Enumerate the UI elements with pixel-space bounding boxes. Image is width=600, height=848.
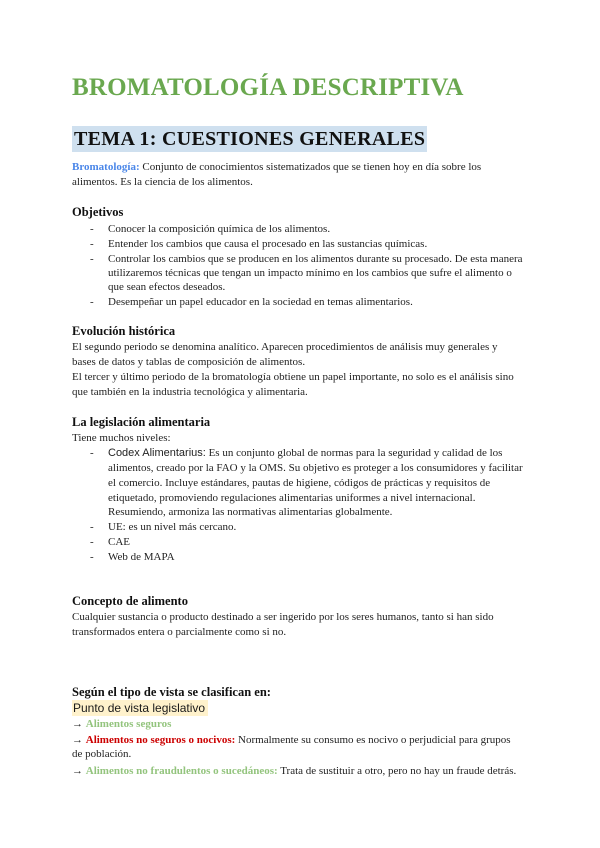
objetivo-item: Conocer la composición química de los alimentos. [108,223,331,235]
evolucion-line: El segundo periodo se denomina analítico. Aparecen procedimientos de análisis muy generales y [72,341,498,353]
definition-term: Bromatología: [72,161,140,173]
codex-line: el comercio. Incluye estándares, pautas de higiene, códigos de prácticas y requisitos de [108,477,491,489]
legislacion-item: Web de MAPA [108,551,175,563]
bullet-dash: - [90,253,94,265]
legislacion-heading: La legislación alimentaria [72,415,211,429]
arrow-icon: → [72,765,86,777]
objetivos-heading: Objetivos [72,205,124,219]
alimentos-no-seguros-label: Alimentos no seguros o nocivos: [85,734,236,746]
clasificacion-heading: Según el tipo de vista se clasifican en: [72,685,271,699]
codex-text: Es un conjunto global de normas para la seguridad y calidad de los [205,447,503,459]
bullet-dash: - [90,223,94,235]
codex-line: etiquetado, promoviendo regulaciones alimentarias uniformes a nivel internacional. [108,492,476,504]
codex-line [108,446,502,461]
bullet-dash: - [90,521,94,533]
concepto-line: Cualquier sustancia o producto destinado a ser ingerido por los seres humanos, tanto si han sido [72,611,494,623]
bullet-dash: - [90,551,94,563]
arrow-icon: → [72,734,86,746]
alimentos-no-fraudulentos-label: Alimentos no fraudulentos o sucedáneos: [85,765,278,777]
evolucion-line: El tercer y último periodo de la bromatología obtiene un papel importante, no solo es el análisis sino [72,371,514,383]
alimentos-seguros-label: Alimentos seguros [85,718,172,730]
alimentos-no-seguros-cont: de población. [72,748,132,760]
legislacion-item: UE: es un nivel más cercano. [108,521,237,533]
bullet-dash: - [90,238,94,250]
objetivo-item-cont: que sean efectos deseados. [108,281,226,293]
arrow-icon: → [72,718,86,730]
concepto-heading: Concepto de alimento [72,594,188,608]
punto-vista-legislativo [72,700,208,716]
definition-line-1 [72,160,481,175]
concepto-line: transformados entera o parcialmente como si no. [72,626,287,638]
objetivo-item: Desempeñar un papel educador en la sociedad en temas alimentarios. [108,296,413,308]
objetivo-item: Controlar los cambios que se producen en los alimentos durante su procesado. De esta manera [108,253,523,265]
legislacion-item: CAE [108,536,130,548]
codex-label: Codex Alimentarius: [108,447,206,459]
codex-line: alimentos, creado por la FAO y la OMS. Su objetivo es proteger a los consumidores y facilitar [108,462,523,474]
definition-text: Conjunto de conocimientos sistematizados que se tienen hoy en día sobre los [139,161,482,173]
evolucion-line: que también en la industria tecnológica y alimentaria. [72,386,308,398]
objetivo-item: Entender los cambios que causa el procesado en las sustancias químicas. [108,238,428,250]
objetivo-item-cont: utilizaremos técnicas que tengan un impacto mínimo en los cambios que sufre el alimento o [108,267,512,279]
bullet-dash: - [90,296,94,308]
definition-line-2: alimentos. Es la ciencia de los alimentos. [72,176,253,188]
alimentos-no-seguros-line [72,733,511,748]
section-title: TEMA 1: CUESTIONES GENERALES [74,128,426,150]
section-title-highlight [72,126,427,152]
codex-line: Resumiendo, armoniza las normativas alimentarias globalmente. [108,506,393,518]
bullet-dash: - [90,536,94,548]
alimentos-no-fraudulentos-line [72,764,516,779]
highlighted-subheading: Punto de vista legislativo [72,700,208,716]
alimentos-seguros-line [72,717,171,732]
legislacion-intro: Tiene muchos niveles: [72,432,171,444]
document-title: BROMATOLOGÍA DESCRIPTIVA [72,74,464,101]
evolucion-heading: Evolución histórica [72,324,176,338]
bullet-dash: - [90,447,94,459]
alimentos-no-seguros-text: Normalmente su consumo es nocivo o perjudicial para grupos [235,734,511,746]
alimentos-no-fraudulentos-text: Trata de sustituir a otro, pero no hay un fraude detrás. [277,765,517,777]
evolucion-line: bases de datos y tablas de composición de alimentos. [72,356,306,368]
